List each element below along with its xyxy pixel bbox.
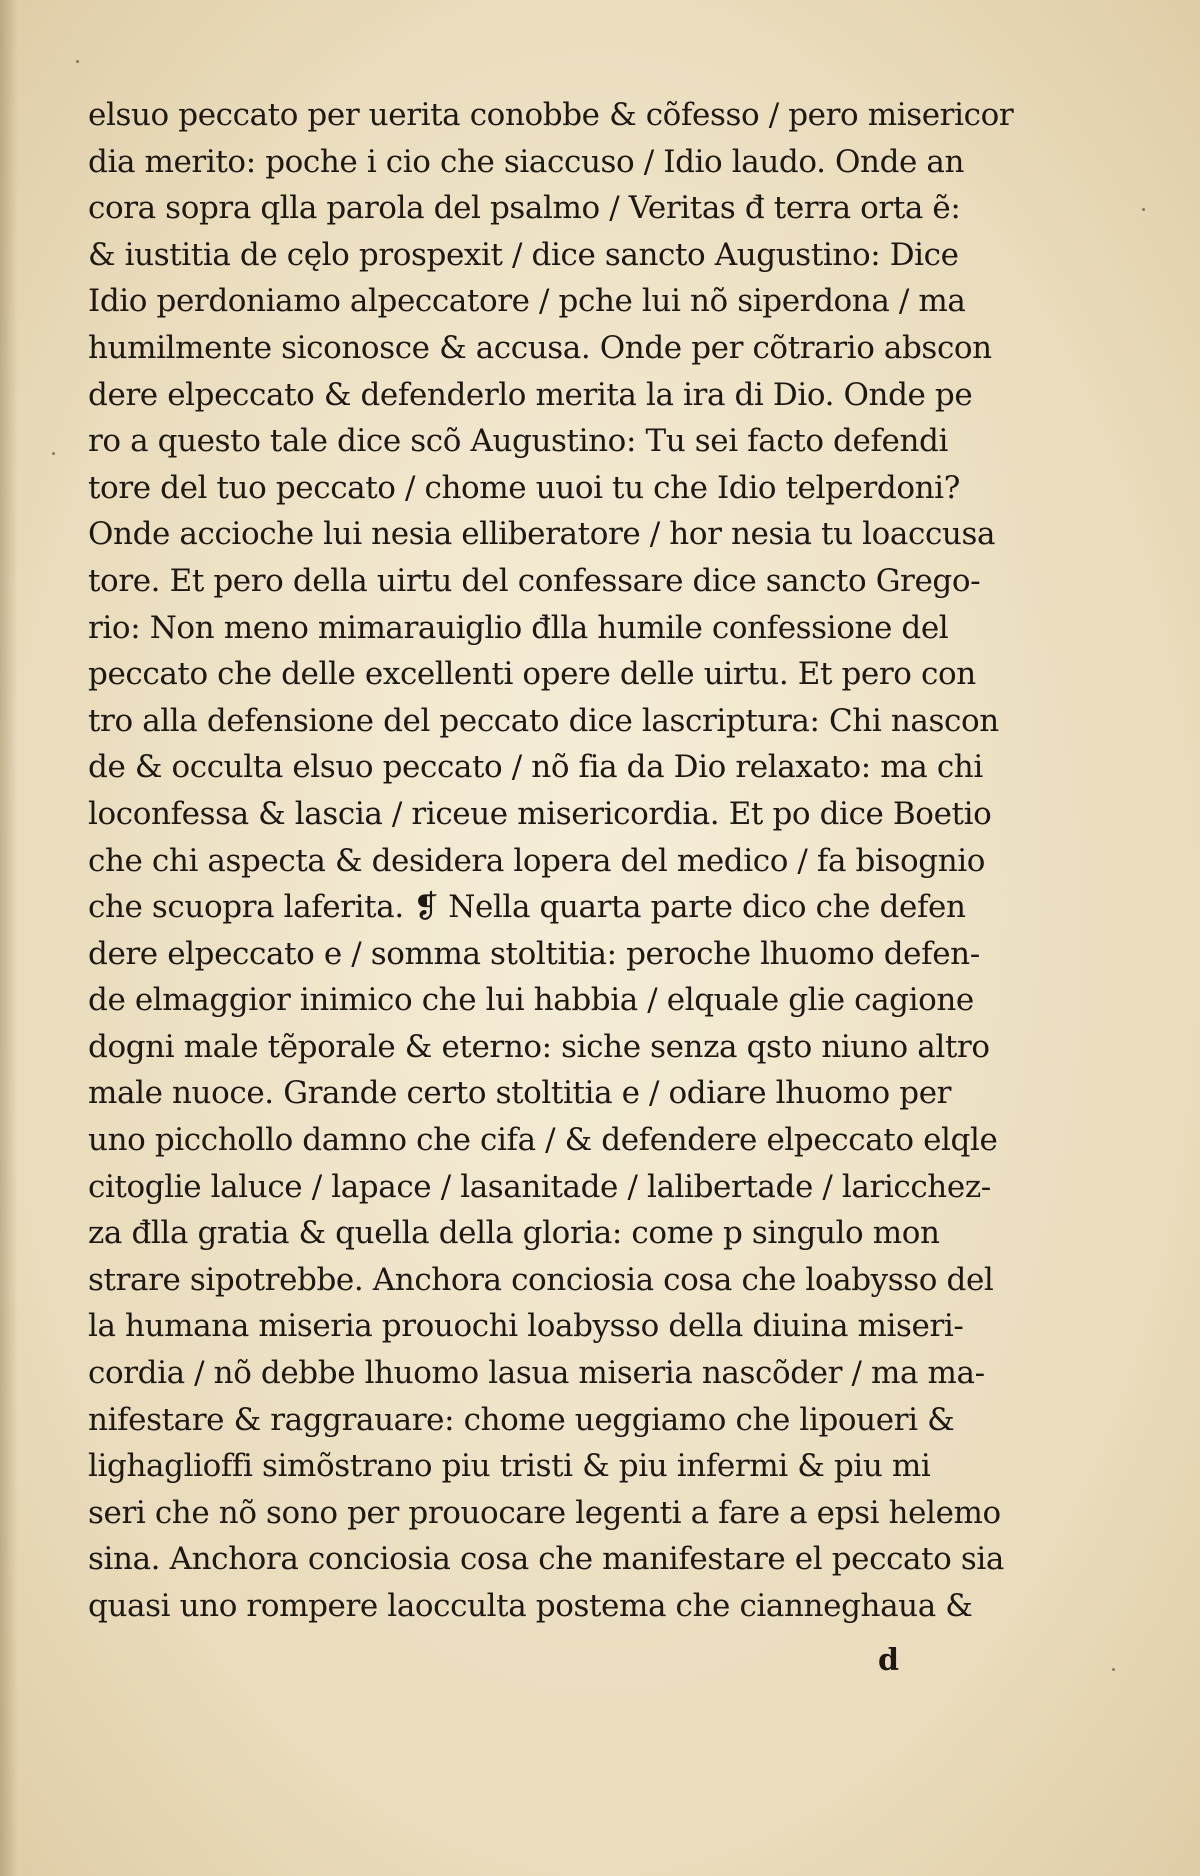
text-line: male nuoce. Grande certo stoltitia e / odiare lhuomo per (88, 1075, 952, 1112)
text-line: lighaglioffi simõstrano piu tristi & piu infermi & piu mi (88, 1448, 931, 1485)
text-line: cordia / nõ debbe lhuomo lasua miseria nascõder / ma ma- (88, 1355, 985, 1392)
text-line: dere elpeccato e / somma stoltitia: perochе lhuomo defen- (88, 935, 980, 972)
text-line: che scuopra laferita. ❡ Nella quarta parte dico che defen (88, 889, 966, 926)
text-line: ro a questo tale dice scõ Augustino: Tu sei facto defendi (88, 423, 948, 460)
text-line: peccato che delle excellenti opere delle uirtu. Et pero con (88, 656, 976, 693)
text-line: elsuo peccato per uerita conobbe & cõfesso / pero misericor (88, 97, 1014, 133)
text-line: dogni male tẽporale & eterno: siche senza qsto niuno altro (88, 1028, 990, 1065)
text-line: tore. Et pero della uirtu del confessare dice sancto Grego- (88, 562, 981, 599)
text-line: dia merito: poche i cio che siaccuso / Idio laudo. Onde an (88, 143, 965, 180)
text-line: de elmaggior inimico che lui habbia / elquale glie cagione (88, 982, 974, 1019)
text-line: tore del tuo peccato / chome uuoi tu che Idio telperdoni? (88, 469, 960, 506)
paper-speck (1112, 1668, 1115, 1671)
text-line: sina. Anchora conciosia cosa che manifestare el peccato sia (88, 1541, 1004, 1578)
text-line: strare sipotrebbe. Anchora conciosia cosa che loabysso del (88, 1261, 994, 1298)
text-line: nifestare & raggrauare: chome ueggiamo che lipoueri & (88, 1401, 955, 1438)
signature-mark: d (878, 1643, 899, 1678)
text-line: citoglie laluce / lapace / lasanitade / lalibertade / laricchez- (88, 1168, 991, 1205)
text-line: la humana miseria prouochi loabysso della diuina miseri- (88, 1308, 964, 1345)
text-line: Onde acciochе lui nesia elliberatore / hor nesia tu loaccusa (88, 516, 996, 553)
paper-speck (76, 60, 79, 63)
text-line: loconfessa & lascia / riceue misericordia. Et po dice Boetio (88, 795, 992, 832)
text-line: che chi aspecta & desidera lopera del medico / fa bisognio (88, 842, 986, 879)
paper-speck (52, 452, 55, 455)
text-line: humilmente siconosce & accusa. Onde per cõtrario abscon (88, 329, 992, 366)
text-line: dere elpeccato & defenderlo merita la ira di Dio. Onde pe (88, 376, 973, 413)
text-line: uno picchollo damno che cifa / & defendere elpeccato elqle (88, 1122, 998, 1159)
body-text (88, 92, 1148, 1630)
text-line: cora sopra qlla parola del psalmo / Veritas đ terra orta ẽ: (88, 190, 961, 227)
page-edge-shadow (0, 0, 18, 1876)
text-line: rio: Non meno mimarauiglio đlla humile confessione del (88, 609, 949, 646)
text-line: & iustitia de cęlo prospexit / dice sancto Augustino: Dice (88, 236, 959, 273)
text-line: quasi uno rompere laocculta postema che ciannеghaua & (88, 1588, 973, 1624)
text-line: tro alla defensione del peccato dice lascriptura: Chi nascon (88, 702, 999, 739)
text-line: de & occulta elsuo peccato / nõ fia da Dio relaxato: ma chi (88, 749, 983, 786)
text-line: seri che nõ sono per prouocare legenti a fare a epsi helemo (88, 1494, 1001, 1531)
text-line: Idio perdoniamo alpeccatore / pche lui nõ siperdona / ma (88, 283, 966, 320)
text-line: za đlla gratia & quella della gloria: come p singulo mon (88, 1215, 940, 1252)
